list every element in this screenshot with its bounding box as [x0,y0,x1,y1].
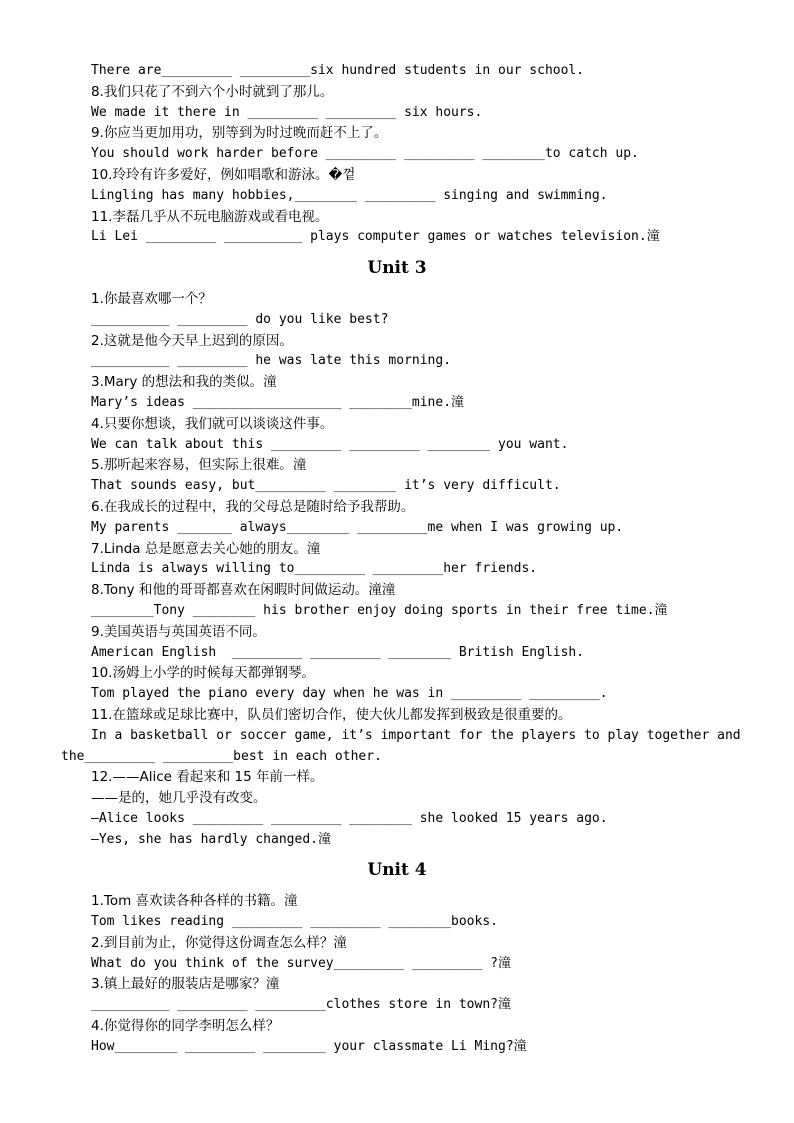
answer-line-english: __________ _________ do you like best? [91,311,389,327]
prompt-line-chinese: 10.汤姆上小学的时候每天都弹钢琴。 [91,665,315,682]
answer-line-english: —Yes, she has hardly changed.潼 [91,831,331,847]
answer-line-english: In a basketball or soccer game, it’s important for the players to play together and [91,727,741,743]
prompt-line-chinese: 8.我们只花了不到六个小时就到了那儿。 [91,83,334,100]
answer-line-english: We can talk about this _________ _________ ________ you want. [91,436,569,452]
answer-line-english: __________ _________ he was late this morning. [91,353,452,369]
spacer [0,248,794,258]
prompt-line-chinese: 3.Mary 的想法和我的类似。潼 [91,374,277,391]
prompt-line-chinese: 8.Tony 和他的哥哥都喜欢在闲暇时间做运动。潼潼 [91,582,396,599]
answer-line-english: Mary’s ideas ___________________ ________mine.潼 [91,394,465,410]
answer-line-english: You should work harder before _________ _________ ________to catch up. [91,146,639,162]
answer-line-english: Lingling has many hobbies,________ _________ singing and swimming. [91,187,608,203]
prompt-line-chinese: 6.在我成长的过程中，我的父母总是随时给予我帮助。 [91,498,415,515]
answer-line-english: My parents _______ always________ _________me when I was growing up. [91,519,624,535]
answer-line-english: ________Tony ________ his brother enjoy doing sports in their free time.潼 [91,602,668,618]
answer-line-english: —Alice looks _________ _________ ________ she looked 15 years ago. [91,810,608,826]
spacer [0,881,794,891]
prompt-line-chinese: 2.这就是他今天早上迟到的原因。 [91,332,293,349]
answer-line-english: What do you think of the survey_________ _________ ?潼 [91,955,511,971]
answer-line-english: That sounds easy, but_________ ________ it’s very difficult. [91,478,561,494]
prompt-line-chinese: 3.镇上最好的服装店是哪家？潼 [91,976,280,993]
answer-line-english: Tom played the piano every day when he was in _________ _________. [91,686,608,702]
prompt-line-chinese: 11.在篮球或足球比赛中，队员们密切合作，使大伙儿都发挥到极致是很重要的。 [91,706,572,723]
prompt-line-chinese: 7.Linda 总是愿意去关心她的朋友。潼 [91,540,321,557]
prompt-line-chinese: 9.美国英语与英国英语不同。 [91,623,266,640]
prompt-line-chinese: 1.Tom 喜欢读各种各样的书籍。潼 [91,893,298,910]
prompt-line-chinese: 4.你觉得你的同学李明怎么样？ [91,1018,280,1035]
answer-line-english: Li Lei _________ __________ plays computer games or watches television.潼 [91,229,660,245]
unit2-tail-section [0,61,794,248]
answer-line-english: How________ _________ ________ your classmate Li Ming?潼 [91,1038,527,1054]
unit3-heading: Unit 3 [367,258,427,279]
prompt-line-chinese: 4.只要你想谈，我们就可以谈谈这件事。 [91,415,334,432]
prompt-line-chinese: ——是的，她几乎没有改变。 [91,790,267,807]
prompt-line-chinese: 2.到目前为止，你觉得这份调查怎么样？潼 [91,934,347,951]
prompt-line-chinese: 12.——Alice 看起来和 15 年前一样。 [91,769,324,786]
answer-line-english: Linda is always willing to_________ _________her friends. [91,561,538,577]
spacer [0,279,794,289]
answer-line-english: __________ _________ _________clothes store in town?潼 [91,997,511,1013]
unit3-section [0,289,794,851]
answer-line-english: Tom likes reading _________ _________ ________books. [91,914,498,930]
prompt-line-chinese: 10.玲玲有许多爱好，例如唱歌和游泳。�껕 [91,166,356,183]
spacer [0,850,794,860]
prompt-line-chinese: 1.你最喜欢哪一个？ [91,290,212,307]
prompt-line-chinese: 5.那听起来容易，但实际上很难。潼 [91,457,307,474]
answer-line-english: the_________ _________best in each other. [61,748,382,764]
answer-line-english: American English _________ _________ ________ British English. [91,644,585,660]
answer-line-english: There are_________ _________six hundred students in our school. [91,63,585,78]
worksheet-content [0,61,794,1058]
unit4-heading: Unit 4 [367,860,427,881]
answer-line-english: We made it there in _________ _________ six hours. [91,104,483,120]
prompt-line-chinese: 9.你应当更加用功，别等到为时过晚而赶不上了。 [91,125,388,142]
prompt-line-chinese: 11.李磊几乎从不玩电脑游戏或看电视。 [91,208,329,225]
unit4-section [0,891,794,1057]
